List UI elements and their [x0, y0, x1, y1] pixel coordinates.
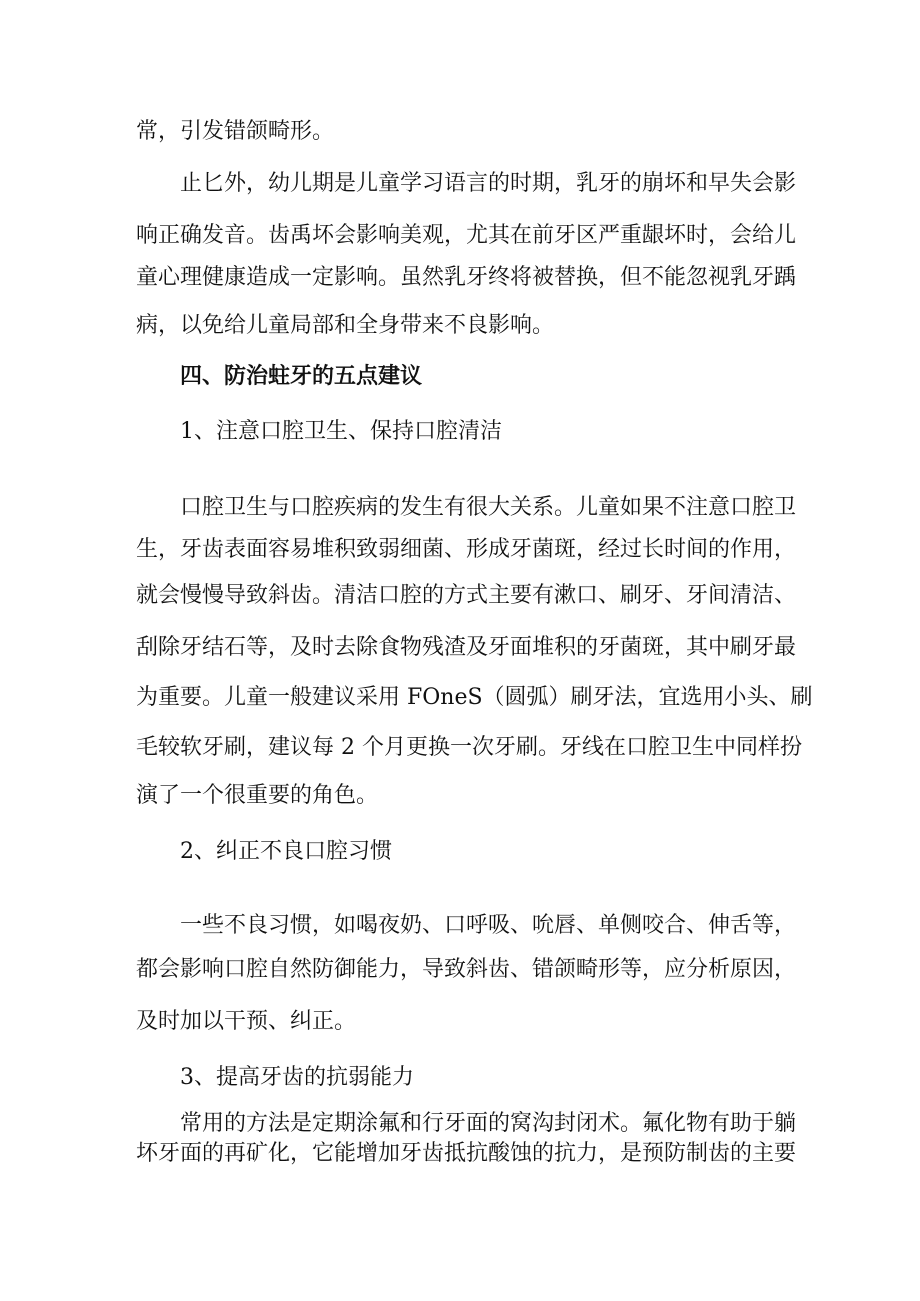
paragraph-line: 常，引发错颌畸形。: [136, 119, 335, 144]
item-heading: 1、注意口腔卫生、保持口腔清洁: [180, 419, 502, 444]
paragraph-line: 生，牙齿表面容易堆积致弱细菌、形成牙菌斑，经过长时间的作用，: [136, 537, 797, 562]
paragraph-line: 为重要。儿童一般建议采用 FOneS（圆弧）刷牙法，宜选用小头、刷: [136, 685, 813, 710]
section-heading: 四、防治蛀牙的五点建议: [180, 363, 423, 389]
paragraph-line: 及时加以干预、纠正。: [136, 1009, 357, 1034]
paragraph-line: 童心理健康造成一定影响。虽然乳牙终将被替换，但不能忽视乳牙踽: [136, 265, 797, 290]
paragraph-line: 都会影响口腔自然防御能力，导致斜齿、错颌畸形等，应分析原因，: [136, 957, 797, 982]
item-heading: 2、纠正不良口腔习惯: [180, 839, 392, 864]
paragraph-line: 坏牙面的再矿化，它能增加牙齿抵抗酸蚀的抗力，是预防制齿的主要: [136, 1141, 797, 1166]
paragraph-line: 口腔卫生与口腔疾病的发生有很大关系。儿童如果不注意口腔卫: [180, 495, 797, 520]
paragraph-line: 常用的方法是定期涂氟和行牙面的窝沟封闭术。氟化物有助于躺: [180, 1111, 797, 1136]
paragraph-line: 病，以免给儿童局部和全身带来不良影响。: [136, 313, 555, 338]
paragraph-line: 演了一个很重要的角色。: [136, 783, 379, 808]
paragraph-line: 止匕外，幼儿期是儿童学习语言的时期，乳牙的崩坏和早失会影: [180, 171, 797, 196]
paragraph-line: 一些不良习惯，如喝夜奶、口呼吸、吮唇、单侧咬合、伸舌等，: [180, 913, 797, 938]
paragraph-line: 就会慢慢导致斜齿。清洁口腔的方式主要有漱口、刷牙、牙间清洁、: [136, 583, 797, 608]
paragraph-line: 响正确发音。齿禹坏会影响美观，尤其在前牙区严重龈坏时，会给儿: [136, 223, 797, 248]
item-heading: 3、提高牙齿的抗弱能力: [180, 1065, 414, 1090]
paragraph-line: 刮除牙结石等，及时去除食物残渣及牙面堆积的牙菌斑，其中刷牙最: [136, 635, 797, 660]
paragraph-line: 毛较软牙刷，建议每 2 个月更换一次牙刷。牙线在口腔卫生中同样扮: [136, 735, 802, 760]
